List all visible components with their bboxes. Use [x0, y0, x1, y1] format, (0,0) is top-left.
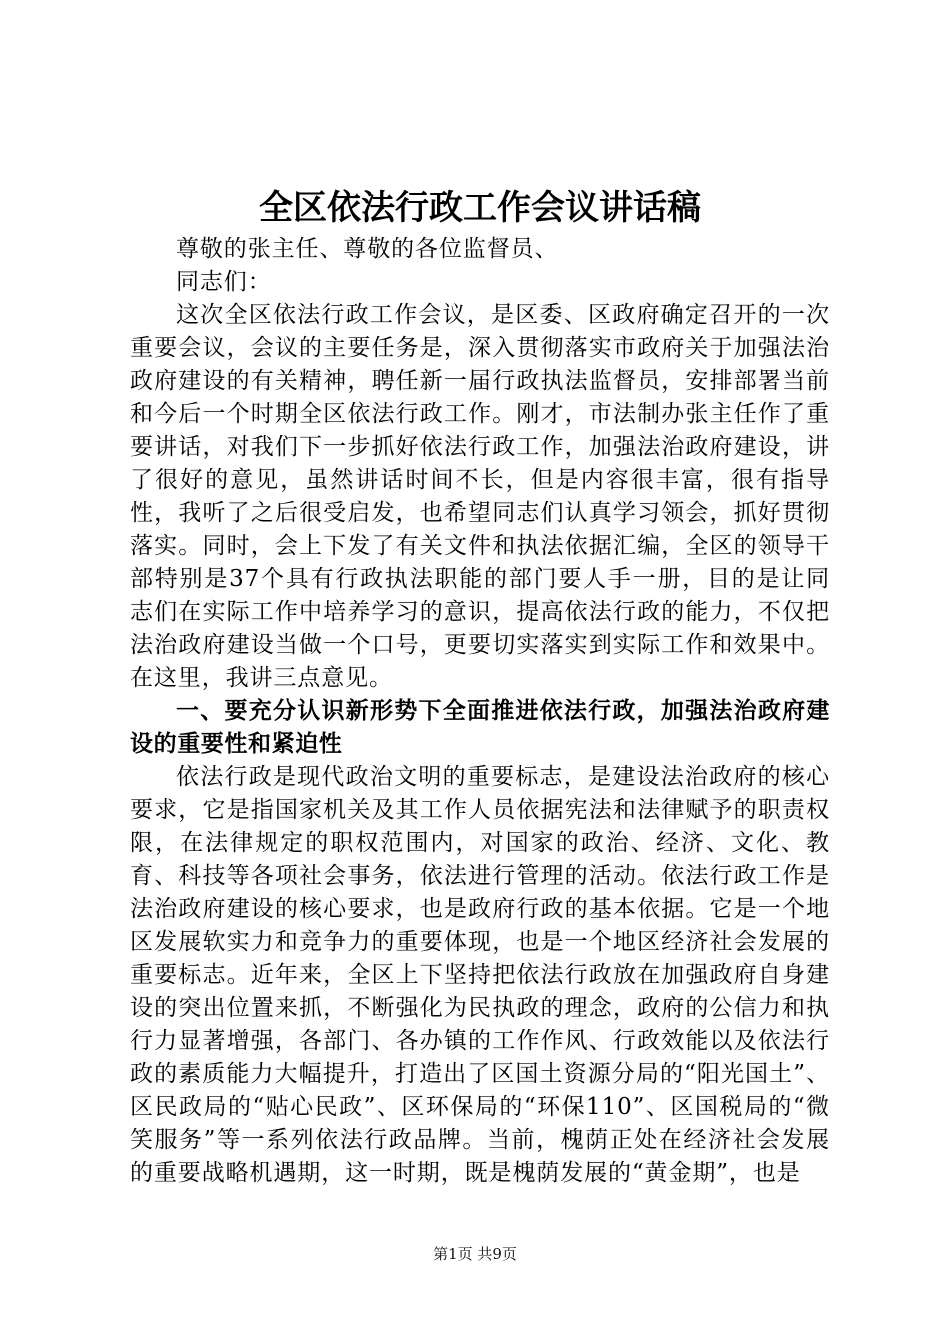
- salutation-line-2: 同志们：: [176, 269, 272, 295]
- page-footer: 第1页 共9页: [433, 1245, 517, 1263]
- document-title: 全区依法行政工作会议讲话稿: [259, 188, 701, 228]
- section-heading-1: 一、要充分认识新形势下全面推进依法行政，加强法治政府建设的重要性和紧迫性: [130, 698, 830, 757]
- salutation-line-1: 尊敬的张主任、尊敬的各位监督员、: [176, 236, 559, 262]
- document-body: [130, 233, 830, 1190]
- body-paragraph-2: 依法行政是现代政治文明的重要标志，是建设法治政府的核心要求，它是指国家机关及其工作人员依据宪法和法律赋予的职责权限，在法律规定的职权范围内，对国家的政治、经济、文化、教育、科技等各项社会事务，依法进行管理的活动。依法行政工作是法治政府建设的核心要求，也是政府行政的基本依据。它是一个地区发展软实力和竞争力的重要体现，也是一个地区经济社会发展的重要标志。近年来，全区上下坚持把依法行政放在加强政府自身建设的突出位置来抓，不断强化为民执政的理念，政府的公信力和执行力显著增强，各部门、各办镇的工作作风、行政效能以及依法行政的素质能力大幅提升，打造出了区国土资源分局的“阳光国土”、区民政局的“贴心民政”、区环保局的“环保110”、区国税局的“微笑服务”等一系列依法行政品牌。当前，槐荫正处在经济社会发展的重要战略机遇期，这一时期，既是槐荫发展的“黄金期”，也是: [130, 764, 830, 1186]
- body-paragraph-1: 这次全区依法行政工作会议，是区委、区政府确定召开的一次重要会议，会议的主要任务是，深入贯彻落实市政府关于加强法治政府建设的有关精神，聘任新一届行政执法监督员，安排部署当前和今后一个时期全区依法行政工作。刚才，市法制办张主任作了重要讲话，对我们下一步抓好依法行政工作，加强法治政府建设，讲了很好的意见，虽然讲话时间不长，但是内容很丰富，很有指导性，我听了之后很受启发，也希望同志们认真学习领会，抓好贯彻落实。同时，会上下发了有关文件和执法依据汇编，全区的领导干部特别是37个具有行政执法职能的部门要人手一册，目的是让同志们在实际工作中培养学习的意识，提高依法行政的能力，不仅把法治政府建设当做一个口号，更要切实落实到实际工作和效果中。在这里，我讲三点意见。: [130, 302, 830, 691]
